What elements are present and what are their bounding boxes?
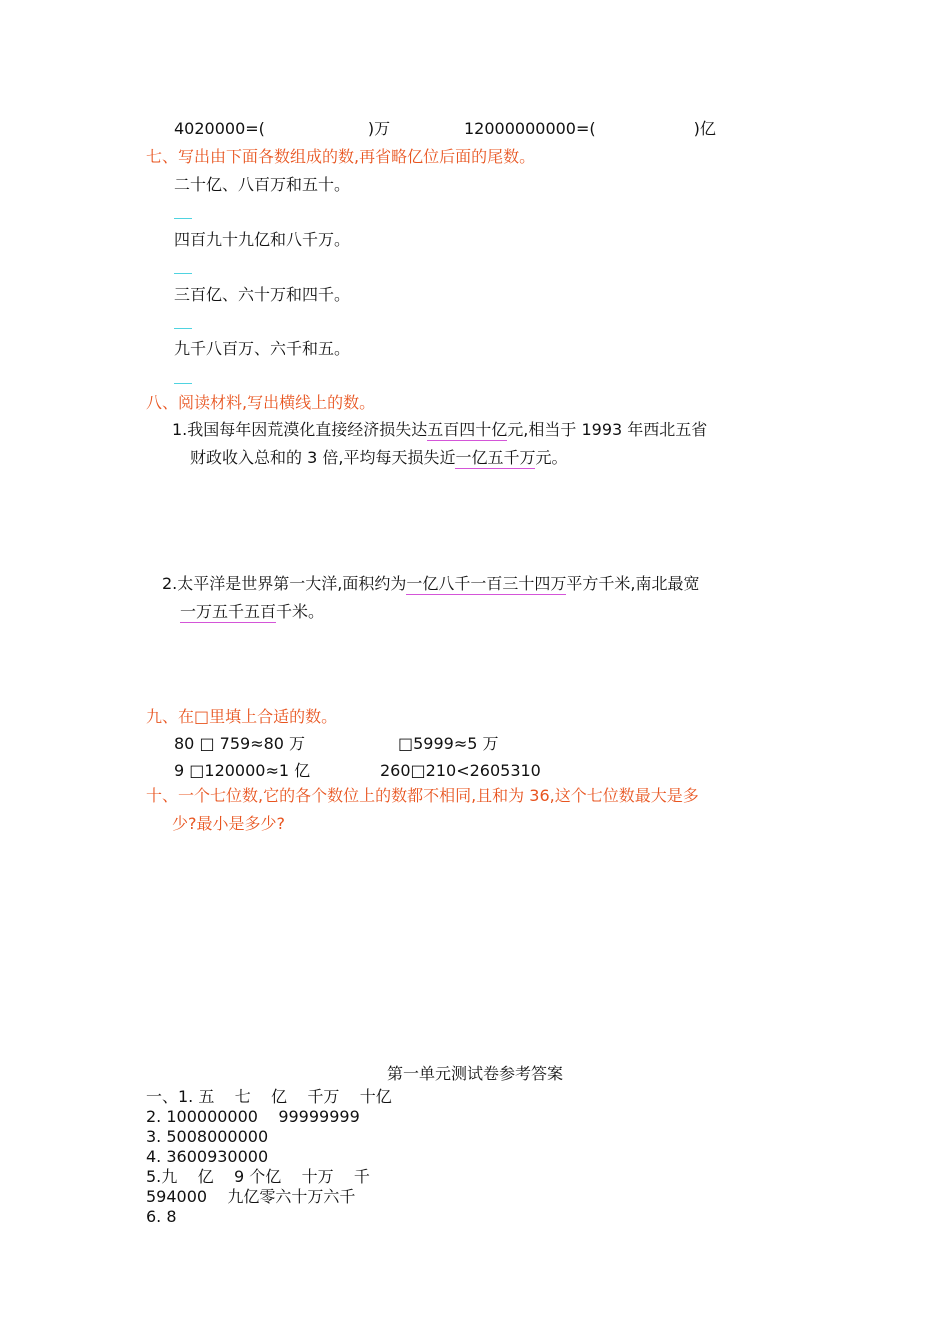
- answer-line: 4. 3600930000: [146, 1147, 269, 1166]
- section7-heading: 七、写出由下面各数组成的数,再省略亿位后面的尾数。: [146, 147, 536, 166]
- section7-item-2: 四百九十九亿和八千万。: [174, 230, 351, 249]
- reading-text: 元,相当于 1993 年西北五省: [507, 420, 708, 439]
- answer-line: 6. 8: [146, 1207, 177, 1226]
- fill-blank-yi-prefix: 12000000000=(: [464, 119, 596, 138]
- answers-list: [146, 1087, 392, 1227]
- section7-item-4: 九千八百万、六千和五。: [174, 339, 351, 358]
- section10-heading-line-1: 十、一个七位数,它的各个数位上的数都不相同,且和为 36,这个七位数最大是多: [146, 786, 699, 805]
- estimate-row-1-left: 80 □ 759≈80 万: [174, 734, 306, 753]
- answer-line: 2. 100000000 99999999: [146, 1107, 360, 1126]
- answer-line: 3. 5008000000: [146, 1127, 269, 1146]
- estimate-row-2-left: 9 □120000≈1 亿: [174, 761, 311, 780]
- underlined-number: 五百四十亿: [427, 420, 508, 439]
- section10-heading-line-2: 少?最小是多少?: [172, 814, 285, 833]
- reading-paragraph-1-line-2: [190, 447, 567, 469]
- fill-blank-wan-prefix: 4020000=(: [174, 119, 265, 138]
- underlined-number: 一万五千五百: [180, 602, 277, 621]
- reading-text: 平方千米,南北最宽: [566, 574, 700, 593]
- section7-item-1: 二十亿、八百万和五十。: [174, 175, 351, 194]
- answer-line: 5.九 亿 9 个亿 十万 千: [146, 1167, 370, 1186]
- reading-text: 千米。: [276, 602, 325, 621]
- fill-blank-wan: [174, 118, 390, 140]
- reading-paragraph-1-line-1: [172, 419, 707, 441]
- reading-paragraph-2-line-2: [180, 601, 324, 623]
- fill-blank-wan-suffix: )万: [367, 119, 391, 138]
- underlined-number: 一亿五千万: [455, 448, 536, 467]
- reading-text: 2.太平洋是世界第一大洋,面积约为: [162, 574, 407, 593]
- reading-text: 财政收入总和的 3 倍,平均每天损失近: [190, 448, 456, 467]
- reading-text: 1.我国每年因荒漠化直接经济损失达: [172, 420, 428, 439]
- answer-line: 594000 九亿零六十万六千: [146, 1187, 356, 1206]
- fill-blank-yi-suffix: )亿: [693, 119, 716, 138]
- section7-item-3: 三百亿、六十万和四千。: [174, 285, 351, 304]
- answer-blank-line: [174, 383, 192, 384]
- answer-blank-line: [174, 328, 192, 329]
- section9-heading: 九、在□里填上合适的数。: [146, 707, 338, 726]
- section8-heading: 八、阅读材料,写出横线上的数。: [146, 393, 376, 412]
- underlined-number: 一亿八千一百三十四万: [406, 574, 567, 593]
- estimate-row-1-right: □5999≈5 万: [398, 734, 499, 753]
- answers-title: 第一单元测试卷参考答案: [386, 1064, 563, 1083]
- answer-blank-line: [174, 218, 192, 219]
- answer-blank-line: [174, 273, 192, 274]
- reading-paragraph-2-line-1: [162, 573, 699, 595]
- fill-blank-yi: [464, 118, 716, 140]
- reading-text: 元。: [535, 448, 568, 467]
- estimate-row-2-right: 260□210<2605310: [380, 761, 541, 780]
- answer-line: 一、1. 五 七 亿 千万 十亿: [146, 1087, 392, 1106]
